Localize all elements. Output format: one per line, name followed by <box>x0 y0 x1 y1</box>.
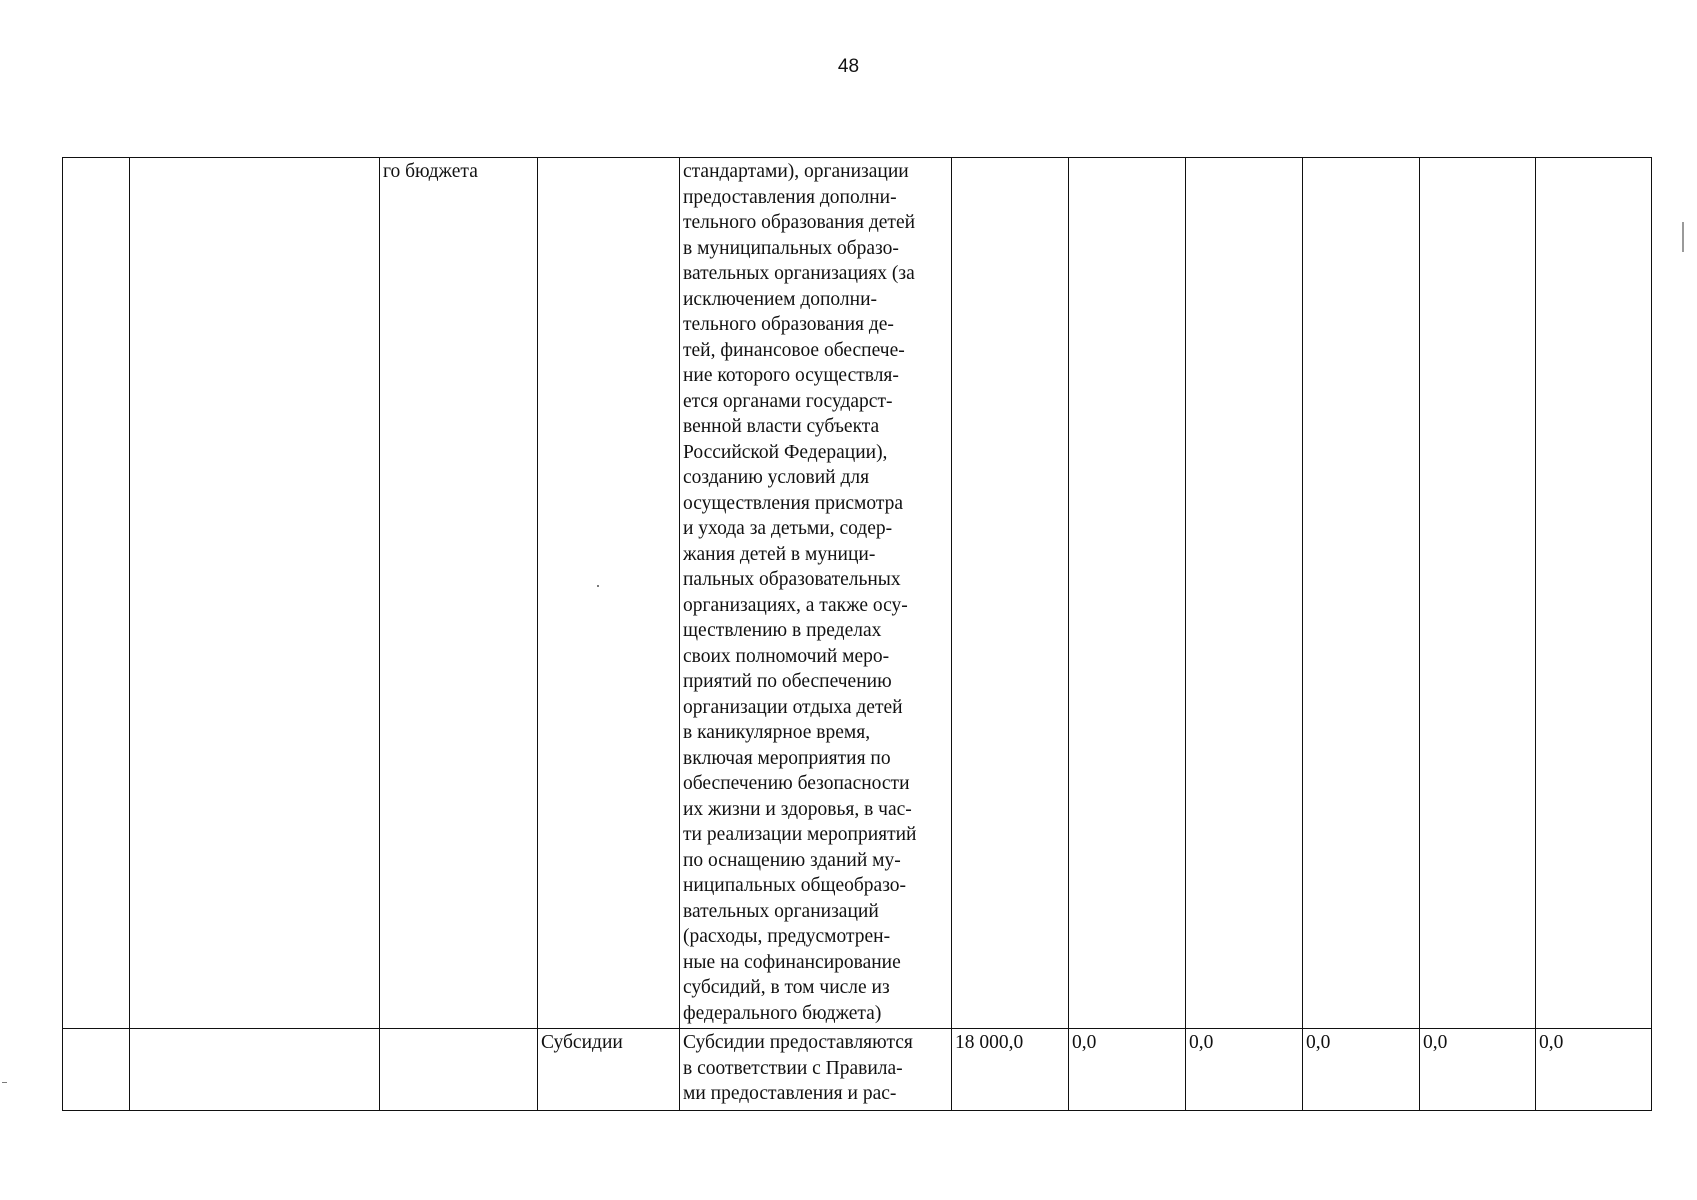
cell-amount-3: 0,0 <box>1186 1029 1303 1111</box>
cell-support-form: Субсидии <box>538 1029 680 1111</box>
table-row <box>63 1029 1652 1111</box>
cell-amount-6: 0,0 <box>1536 1029 1652 1111</box>
cell-event-name <box>130 158 380 1029</box>
cell-funding-source <box>380 1029 538 1111</box>
cell-amount-2 <box>1069 158 1186 1029</box>
cell-amount-2: 0,0 <box>1069 1029 1186 1111</box>
cell-funding-source: го бюджета <box>380 158 538 1029</box>
cell-description: стандартами), организации предоставления дополни- тельного образования детей в муниципальных образо- вательных организациях (за исключением дополни- тельного образования де- тей, финансовое обеспече- ние которого осуществля- ется органами государст- венной власти субъекта Российской Федерации), созданию условий для осуществления присмотра и ухода за детьми, содер- жания детей в муници- пальных образовательных организациях, а также осу- ществлению в пределах своих полномочий меро- приятий по обеспечению организации отдыха детей в каникулярное время, включая мероприятия по обеспечению безопасности их жизни и здоровья, в час- ти реализации мероприятий по оснащению зданий му- ниципальных общеобразо- вательных организаций (расходы, предусмотрен- ные на софинансирование субсидий, в том числе из федерального бюджета) <box>680 158 952 1029</box>
cell-amount-6 <box>1536 158 1652 1029</box>
cell-support-form <box>538 158 680 1029</box>
scan-artifact <box>1682 222 1684 252</box>
cell-amount-1 <box>952 158 1069 1029</box>
cell-number <box>63 1029 130 1111</box>
cell-amount-5: 0,0 <box>1420 1029 1536 1111</box>
cell-amount-4: 0,0 <box>1303 1029 1420 1111</box>
scan-artifact <box>2 1082 7 1083</box>
cell-amount-1: 18 000,0 <box>952 1029 1069 1111</box>
cell-number <box>63 158 130 1029</box>
page-number: 48 <box>837 56 860 77</box>
cell-amount-5 <box>1420 158 1536 1029</box>
budget-table <box>62 157 1652 1111</box>
cell-amount-4 <box>1303 158 1420 1029</box>
scan-artifact <box>597 585 599 587</box>
cell-event-name <box>130 1029 380 1111</box>
table-row <box>63 158 1652 1029</box>
cell-amount-3 <box>1186 158 1303 1029</box>
cell-description: Субсидии предоставляются в соответствии с Правила- ми предоставления и рас- <box>680 1029 952 1111</box>
